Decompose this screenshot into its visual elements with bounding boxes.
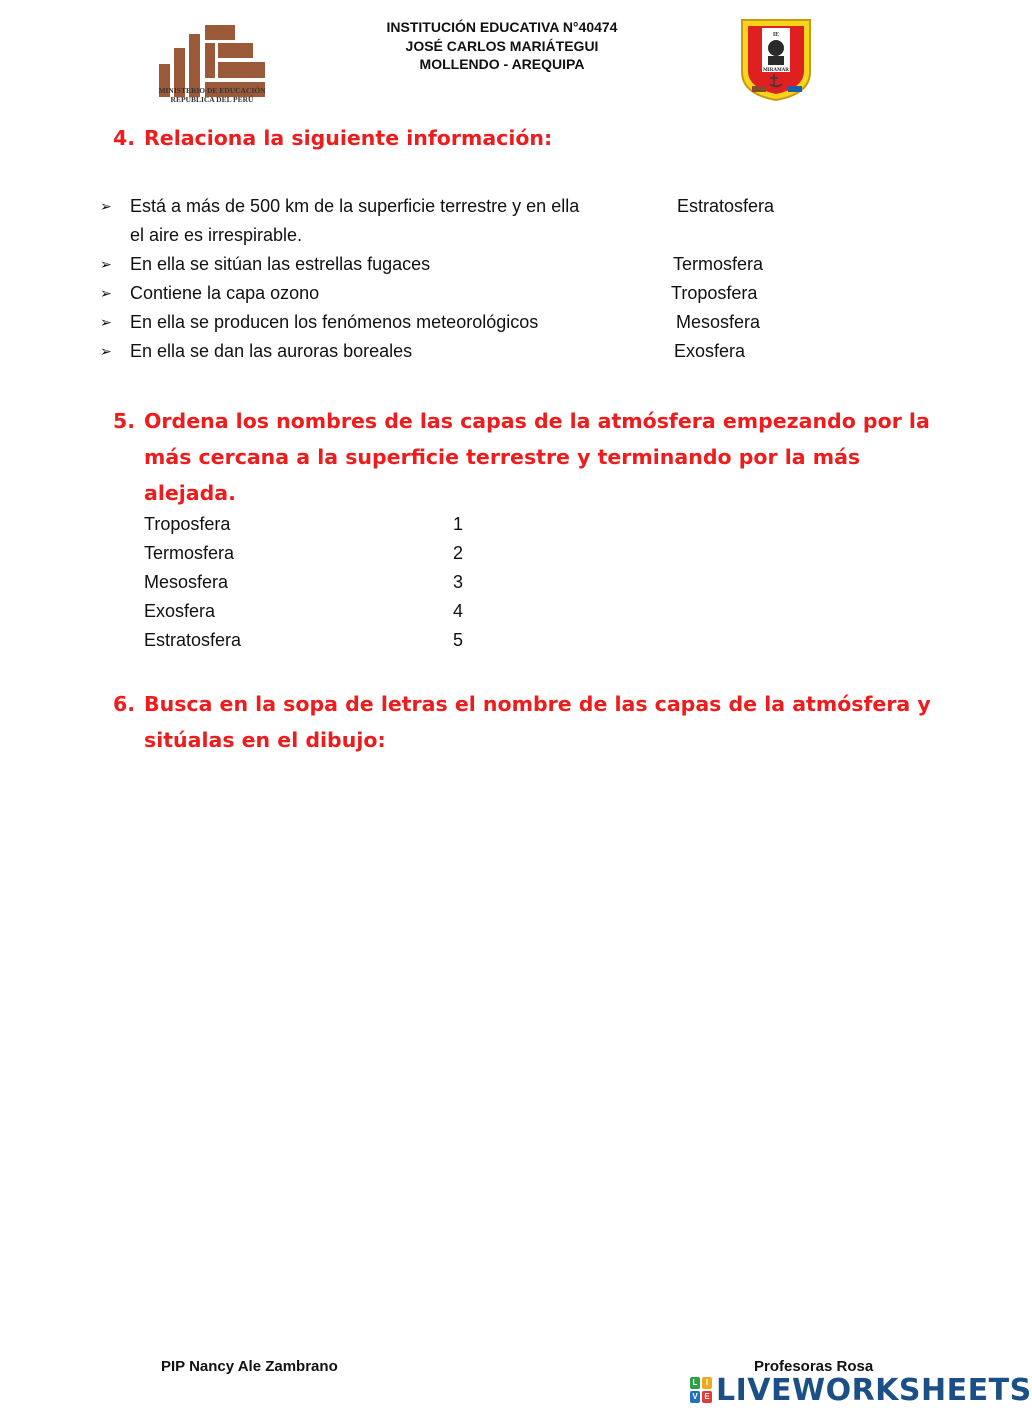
layer-name: Estratosfera (144, 630, 242, 650)
brand-grid-letter: L (690, 1377, 700, 1389)
list-item (0, 250, 1000, 279)
layer-name: Mesosfera (144, 572, 229, 592)
order-number[interactable]: 1 (453, 514, 464, 534)
section6-title-line1: Busca en la sopa de letras el nombre de las capas de la atmósfera y (144, 692, 931, 716)
statement-text: En ella se dan las auroras boreales (130, 341, 413, 361)
order-number[interactable]: 4 (453, 601, 464, 621)
statement-text: En ella se sitúan las estrellas fugaces (130, 254, 431, 274)
layer-name: Exosfera (144, 601, 216, 621)
brand-grid-letter: E (702, 1391, 712, 1403)
layer-option[interactable]: Troposfera (671, 283, 758, 303)
liveworksheets-logo-icon (690, 1377, 712, 1403)
layer-option[interactable]: Estratosfera (677, 196, 775, 216)
order-number[interactable]: 3 (453, 572, 464, 592)
section4-title: Relaciona la siguiente información: (144, 126, 553, 150)
school-crest-icon (738, 16, 814, 102)
arrow-bullet-icon: ➢ (100, 343, 112, 359)
footer-teachers: Profesoras Rosa (754, 1358, 874, 1375)
ministry-caption (148, 86, 276, 104)
section5-title-line3: alejada. (144, 481, 236, 505)
statement-text: Está a más de 500 km de la superficie terrestre y en ella (130, 196, 580, 216)
crest-top-text: IE (772, 32, 780, 38)
layer-option[interactable]: Mesosfera (676, 312, 761, 332)
school-name-line1: INSTITUCIÓN EDUCATIVA N°40474 (386, 19, 618, 35)
list-item (0, 192, 1000, 250)
section5-heading (113, 403, 973, 511)
ministry-caption-line1: MINISTERIO DE EDUCACIÓN (158, 86, 266, 95)
section5-title-line1: Ordena los nombres de las capas de la atmósfera empezando por la (144, 409, 930, 433)
section4-heading (113, 120, 973, 156)
layer-name: Termosfera (144, 543, 235, 563)
section5-number: 5. (113, 409, 136, 433)
arrow-bullet-icon: ➢ (100, 314, 112, 330)
list-item (0, 337, 1000, 366)
layer-option[interactable]: Termosfera (673, 254, 764, 274)
statement-text: En ella se producen los fenómenos meteorológicos (130, 312, 539, 332)
brand-grid-letter: I (702, 1377, 712, 1389)
brand-grid-letter: V (690, 1391, 700, 1403)
school-name-line2: JOSÉ CARLOS MARIÁTEGUI (405, 37, 599, 54)
school-name-line3: MOLLENDO - AREQUIPA (419, 56, 585, 72)
arrow-bullet-icon: ➢ (100, 198, 112, 214)
statement-continuation: el aire es irrespirable. (130, 225, 303, 245)
order-number[interactable]: 5 (453, 630, 464, 650)
word-search-area (100, 770, 900, 1330)
section6-number: 6. (113, 692, 136, 716)
liveworksheets-wordmark: LIVEWORKSHEETS (716, 1372, 1032, 1408)
section6-heading (113, 686, 993, 758)
layer-option[interactable]: Exosfera (674, 341, 746, 361)
section4-number: 4. (113, 126, 136, 150)
list-item (0, 308, 1000, 337)
liveworksheets-brand[interactable] (690, 1372, 1032, 1408)
statement-text: Contiene la capa ozono (130, 283, 320, 303)
list-item (0, 279, 1000, 308)
footer-author: PIP Nancy Ale Zambrano (161, 1358, 338, 1375)
arrow-bullet-icon: ➢ (100, 256, 112, 272)
crest-banner-text: MIRAMAR (763, 68, 789, 73)
section5-title-line2: más cercana a la superficie terrestre y terminando por la más (144, 445, 861, 469)
layer-name: Troposfera (144, 514, 231, 534)
arrow-bullet-icon: ➢ (100, 285, 112, 301)
school-header (340, 18, 664, 74)
ministry-caption-line2: REPUBLICA DEL PERÚ (170, 95, 254, 104)
section6-title-line2: sitúalas en el dibujo: (144, 728, 386, 752)
order-number[interactable]: 2 (453, 543, 464, 563)
